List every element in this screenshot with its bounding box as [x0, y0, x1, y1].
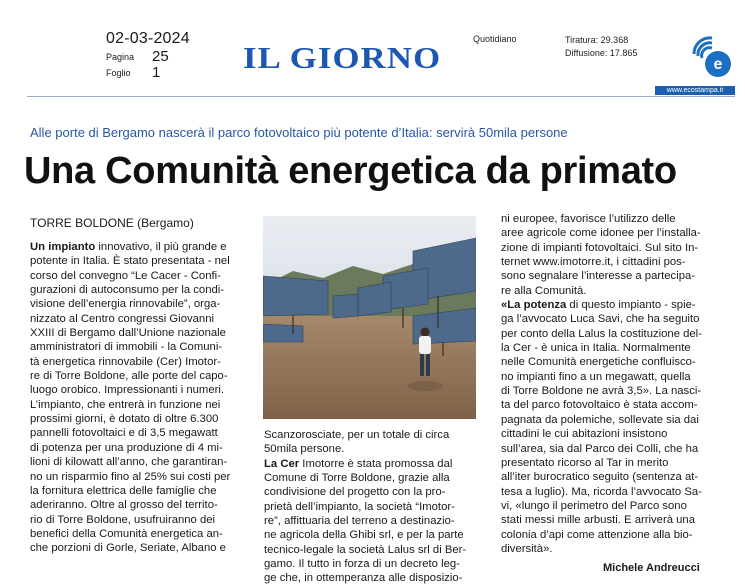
line-text: pannelli fotovoltaici e di 3,5 megawatt	[30, 427, 218, 440]
header-divider	[27, 96, 735, 97]
line-text: gamo. Il tutto in forza di un decreto leg-	[264, 558, 460, 571]
article-text-line	[501, 542, 719, 556]
line-text: sono segnalare l’interesse a partecipa-	[501, 270, 696, 283]
line-text: ne agricola della Ghibi srl, e per la parte	[264, 529, 464, 542]
article-text-line	[30, 513, 250, 527]
article-text-line	[501, 513, 719, 527]
line-text: diversità».	[501, 542, 553, 555]
line-text: XXIII di Bergamo dall’Unione nazionale	[30, 327, 226, 340]
line-text: sull’area, sia dal Parco dei Colli, che ha	[501, 442, 699, 455]
article-text-line	[264, 485, 486, 499]
line-text: cittadini le cui abitazioni insistono	[501, 428, 668, 441]
article-text-line	[501, 255, 719, 269]
foglio-label: Foglio	[106, 68, 131, 78]
line-text: di Torre Boldone ne avrà 3,5». La nasci-	[501, 385, 702, 398]
line-text: no un risparmio fino al 25% sui costi per	[30, 470, 231, 483]
article-text-line	[264, 557, 486, 571]
line-text: stati messi mille arbusti. E arriverà una	[501, 514, 695, 527]
dateline-location: TORRE BOLDONE (Bergamo)	[30, 216, 194, 230]
article-text-line	[264, 571, 486, 585]
pagina-value: 25	[152, 48, 169, 65]
article-text-line	[501, 284, 719, 298]
article-text-line	[264, 500, 486, 514]
article-text-line	[30, 369, 250, 383]
line-text: lioni di kilowatt all’anno, che garantiran-	[30, 456, 228, 469]
line-text: tesa a luglio). Ma, ricorda l’avvocato Sa-	[501, 485, 702, 498]
article-kicker: Alle porte di Bergamo nascerà il parco fotovoltaico più potente d’Italia: servirà 50mila persone	[30, 125, 568, 140]
svg-text:e: e	[713, 56, 723, 73]
article-headline: Una Comunità energetica da primato	[24, 150, 677, 192]
article-text-line	[30, 498, 250, 512]
line-text: benefici della Comunità energetica an-	[30, 527, 223, 540]
article-text-line	[501, 528, 719, 542]
frequency-label: Quotidiano	[473, 34, 517, 44]
line-text: rio di Torre Boldone, usufruiranno dei	[30, 513, 216, 526]
line-text: no impianti fino a un megawatt, quella	[501, 370, 691, 383]
ecostampa-logo-icon	[688, 34, 732, 78]
article-text-line	[501, 370, 719, 384]
line-text: ge che, in ottemperanza alle disposizio-	[264, 572, 463, 585]
line-text: Scanzorosciate, per un totale di circa	[264, 429, 450, 441]
line-text: amministratori di immobili - la Comuni-	[30, 341, 223, 354]
article-text-line	[30, 383, 250, 397]
line-text: prietà dell’impianto, la società “Imotor-	[264, 500, 455, 513]
line-text: gurazioni di autoconsumo per la condi-	[30, 284, 225, 297]
article-text-line	[30, 426, 250, 440]
line-text: potente in Italia. È stato presentata - nel	[30, 255, 230, 268]
ecostampa-url[interactable]: www.ecostampa.it	[655, 86, 735, 95]
article-column-2	[264, 428, 486, 586]
line-text: innovativo, il più grande e	[95, 241, 227, 253]
article-text-line	[30, 340, 250, 354]
line-text: Imotorre è stata promossa dal	[299, 457, 453, 470]
solar-panels-photo	[263, 216, 476, 419]
article-text-line	[501, 341, 719, 355]
article-text-line	[264, 528, 486, 542]
article-text-line	[30, 398, 250, 412]
article-text-line	[501, 212, 719, 226]
line-text: presentato ricorso al Tar in merito	[501, 456, 669, 469]
line-text: ternet www.imotorre.it, i cittadini pos-	[501, 256, 686, 269]
bold-lead-in: La Cer	[264, 457, 300, 470]
line-text: nelle Comunità energetiche confluisco-	[501, 356, 696, 369]
article-text-line	[501, 413, 719, 427]
line-text: L’impianto, che entrerà in funzione nei	[30, 398, 221, 411]
article-text-line	[30, 441, 250, 455]
article-text-line	[264, 442, 486, 456]
line-text: colonia d’api come attenzione alla bio-	[501, 528, 693, 541]
line-text: ni europee, favorisce l’utilizzo delle	[501, 213, 676, 225]
line-text: tecnico-legale la società Lalus srl di Ber-	[264, 543, 467, 556]
article-text-line	[264, 471, 486, 485]
article-text-line	[264, 543, 486, 557]
article-text-line	[501, 384, 719, 398]
article-text-line	[30, 240, 250, 254]
line-text: ta del parco fotovoltaico è stata accom-	[501, 399, 698, 412]
article-text-line	[30, 283, 250, 297]
line-text: all’iter burocratico seguito (sentenza at-	[501, 471, 699, 484]
foglio-value: 1	[152, 64, 161, 81]
article-text-line	[30, 297, 250, 311]
article-author: Michele Andreucci	[603, 562, 700, 574]
line-text: di potenza per una produzione di 4 mi-	[30, 441, 223, 454]
article-text-line	[501, 427, 719, 441]
publication-date: 02-03-2024	[106, 30, 190, 47]
diffusione: Diffusione: 17.865	[565, 48, 638, 58]
line-text: Comune di Torre Boldone, grazie alla	[264, 472, 450, 485]
article-text-line	[30, 412, 250, 426]
line-text: visione dell’energia rinnovabile”, orga-	[30, 298, 221, 311]
article-text-line	[501, 398, 719, 412]
line-text: che porzioni di Gorle, Seriate, Albano e	[30, 542, 226, 555]
article-text-line	[30, 470, 250, 484]
article-text-line	[30, 484, 250, 498]
article-text-line	[30, 326, 250, 340]
line-text: nizzato al Centro congressi Giovanni	[30, 312, 214, 325]
article-text-line	[501, 470, 719, 484]
line-text: corso del convegno “Le Cacer - Confi-	[30, 269, 221, 282]
article-text-line	[264, 428, 486, 442]
article-text-line	[501, 485, 719, 499]
article-text-line	[501, 327, 719, 341]
bold-lead-in: «La potenza	[501, 299, 567, 312]
pagina-label: Pagina	[106, 52, 135, 62]
line-text: 50mila persone.	[264, 443, 345, 456]
tiratura: Tiratura: 29.368	[565, 35, 629, 45]
line-text: vi, «lungo il perimetro del Parco sono	[501, 499, 687, 512]
article-column-1	[30, 240, 250, 556]
line-text: luogo orobico. Impressionanti i numeri.	[30, 384, 225, 397]
line-text: di questo impianto - spie-	[566, 299, 696, 312]
article-text-line	[30, 254, 250, 268]
article-text-line	[30, 527, 250, 541]
line-text: aree agricole come idonee per l’installa-	[501, 227, 701, 240]
article-text-line	[501, 312, 719, 326]
article-text-line	[501, 298, 719, 312]
line-text: pagnata da polemiche, sollevate sia dai	[501, 413, 699, 426]
article-text-line	[501, 355, 719, 369]
article-text-line	[264, 514, 486, 528]
article-text-line	[501, 269, 719, 283]
line-text: ga l’avvocato Luca Savi, che ha seguito	[501, 313, 700, 326]
newspaper-masthead: IL GIORNO	[243, 40, 442, 75]
article-text-line	[264, 457, 486, 471]
article-text-line	[30, 312, 250, 326]
line-text: re alla Comunità.	[501, 284, 587, 297]
article-text-line	[30, 455, 250, 469]
article-text-line	[30, 269, 250, 283]
line-text: per conto della Lalus la costituzione del-	[501, 327, 702, 340]
article-column-3	[501, 212, 719, 556]
article-text-line	[501, 241, 719, 255]
line-text: tà energetica rinnovabile (Cer) Imotor-	[30, 355, 221, 368]
line-text: re”, affittuaria del terreno a destinazio-	[264, 515, 455, 528]
line-text: re di Torre Boldone, alle porte del capo-	[30, 370, 228, 383]
line-text: prossimi giorni, è dotato di oltre 6.300	[30, 413, 219, 426]
line-text: zione di impianti fotovoltaici. Sul sito In-	[501, 241, 699, 254]
line-text: condivisione del progetto con la pro-	[264, 486, 446, 499]
bold-lead-in: Un impianto	[30, 241, 96, 253]
article-text-line	[501, 456, 719, 470]
article-text-line	[30, 355, 250, 369]
article-text-line	[501, 226, 719, 240]
line-text: aderiranno. Oltre al grosso del territo-	[30, 499, 218, 512]
line-text: la fornitura elettrica delle famiglie che	[30, 484, 217, 497]
article-text-line	[501, 442, 719, 456]
article-text-line	[30, 541, 250, 555]
article-text-line	[501, 499, 719, 513]
line-text: la Cer - è unica in Italia. Normalmente	[501, 342, 691, 355]
